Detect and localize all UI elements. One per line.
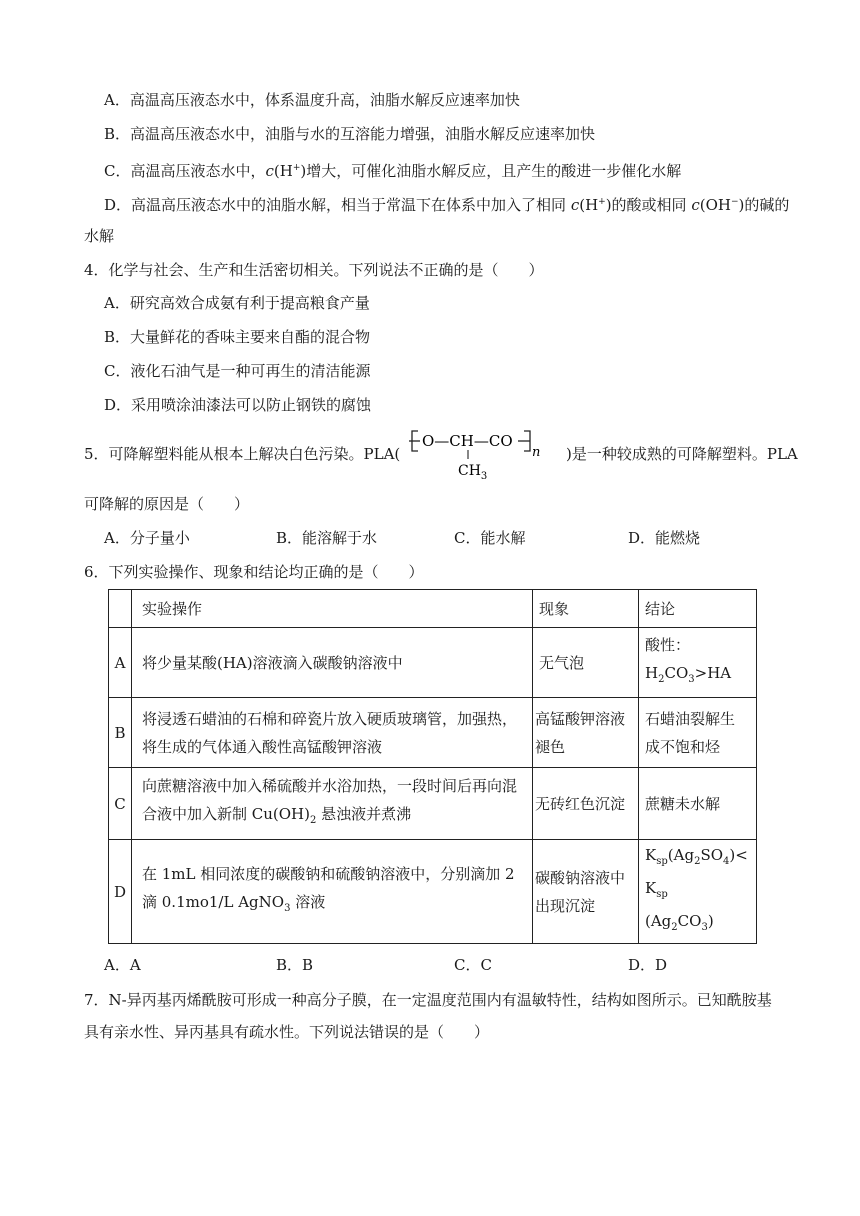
- q5-option-b: B．能溶解于水: [276, 529, 378, 547]
- experiment-table: [108, 589, 757, 944]
- q4-option-d: D．采用喷涂油漆法可以防止钢铁的腐蚀: [104, 396, 372, 414]
- q6-options: [104, 955, 744, 975]
- table-row-a: [109, 628, 757, 698]
- row-conclusion: $K_{sp}(Ag_2SO_4)<$ $K_{sp}$ $(Ag_2CO_3)$: [639, 840, 757, 944]
- table-header-conclusion: 结论: [639, 590, 757, 628]
- q6-option-b: B．B: [276, 956, 314, 974]
- row-phenomenon: 无砖红色沉淀: [533, 768, 639, 840]
- row-conclusion: 石蜡油裂解生 成不饱和烃: [639, 698, 757, 768]
- q4-option-c: C．液化石油气是一种可再生的清洁能源: [104, 362, 371, 380]
- q7-stem-line2: 具有亲水性、异丙基具有疏水性。下列说法错误的是（ ）: [84, 1023, 490, 1041]
- row-operation: 向蔗糖溶液中加入稀硫酸并水浴加热，一段时间后再向混 合液中加入新制 $Cu(OH)_2$ 悬浊液并煮沸: [132, 768, 533, 840]
- table-header-operation: 实验操作: [132, 590, 533, 628]
- pla-structure-formula: [408, 425, 558, 485]
- table-header-blank: [109, 590, 132, 628]
- q4-stem: 4．化学与社会、生产和生活密切相关。下列说法不正确的是（ ）: [84, 261, 544, 279]
- q3-option-c: C．高温高压液态水中，c(H+)增大，可催化油脂水解反应，且产生的酸进一步催化水解: [104, 162, 682, 180]
- table-row-c: [109, 768, 757, 840]
- q5-option-c: C．能水解: [454, 529, 526, 547]
- q7-stem-line1: 7．N-异丙基丙烯酰胺可形成一种高分子膜，在一定温度范围内有温敏特性，结构如图所示。已知酰胺基: [84, 991, 772, 1009]
- pla-formula-drawing: [408, 425, 558, 485]
- q4-option-a: A．研究高效合成氨有利于提高粮食产量: [104, 294, 370, 312]
- row-label: C: [109, 768, 132, 840]
- q3-option-d-continued: 水解: [84, 227, 115, 245]
- methyl-group: $CH_3$: [458, 463, 488, 482]
- q5-stem-end: )是一种较成熟的可降解塑料。PLA: [566, 445, 798, 463]
- table-header-phenomenon: 现象: [533, 590, 639, 628]
- q6-stem: 6．下列实验操作、现象和结论均正确的是（ ）: [84, 563, 424, 581]
- q3-option-a: A．高温高压液态水中，体系温度升高，油脂水解反应速率加快: [104, 91, 520, 109]
- row-operation: 在 1mL 相同浓度的碳酸钠和硫酸钠溶液中，分别滴加 2 滴 0.1mo1/L AgNO$_3$ 溶液: [132, 840, 533, 944]
- pla-repeat-unit: O—CH—CO: [422, 432, 513, 450]
- q5-option-d: D．能燃烧: [628, 529, 701, 547]
- table-header-row: [109, 590, 757, 628]
- q6-option-d: D．D: [628, 956, 668, 974]
- q5-stem-start: 5．可降解塑料能从根本上解决白色污染。PLA(: [84, 445, 401, 463]
- row-phenomenon: 高锰酸钾溶液 褪色: [533, 698, 639, 768]
- row-phenomenon: 无气泡: [533, 628, 639, 698]
- table-row-d: [109, 840, 757, 944]
- q4-option-b: B．大量鲜花的香味主要来自酯的混合物: [104, 328, 371, 346]
- row-conclusion: 蔗糖未水解: [639, 768, 757, 840]
- row-label: D: [109, 840, 132, 944]
- q3-option-b: B．高温高压液态水中，油脂与水的互溶能力增强，油脂水解反应速率加快: [104, 125, 596, 143]
- row-label: A: [109, 628, 132, 698]
- subscript-n: n: [532, 445, 541, 460]
- table-row-b: [109, 698, 757, 768]
- q6-option-a: A．A: [104, 956, 141, 974]
- row-conclusion: 酸性： $H_2CO_3>HA$: [639, 628, 757, 698]
- row-label: B: [109, 698, 132, 768]
- q5-option-a: A．分子量小: [104, 529, 190, 547]
- q6-option-c: C．C: [454, 956, 492, 974]
- q3-option-d: D．高温高压液态水中的油脂水解，相当于常温下在体系中加入了相同 c(H+)的酸或相同 c(OH−)的碱的: [104, 196, 790, 214]
- row-phenomenon: 碳酸钠溶液中 出现沉淀: [533, 840, 639, 944]
- row-operation: 将少量某酸(HA)溶液滴入碳酸钠溶液中: [132, 628, 533, 698]
- q5-stem-continued: 可降解的原因是（ ）: [84, 495, 250, 513]
- q5-options: [104, 528, 744, 548]
- row-operation: 将浸透石蜡油的石棉和碎瓷片放入硬质玻璃管，加强热， 将生成的气体通入酸性高锰酸钾溶液: [132, 698, 533, 768]
